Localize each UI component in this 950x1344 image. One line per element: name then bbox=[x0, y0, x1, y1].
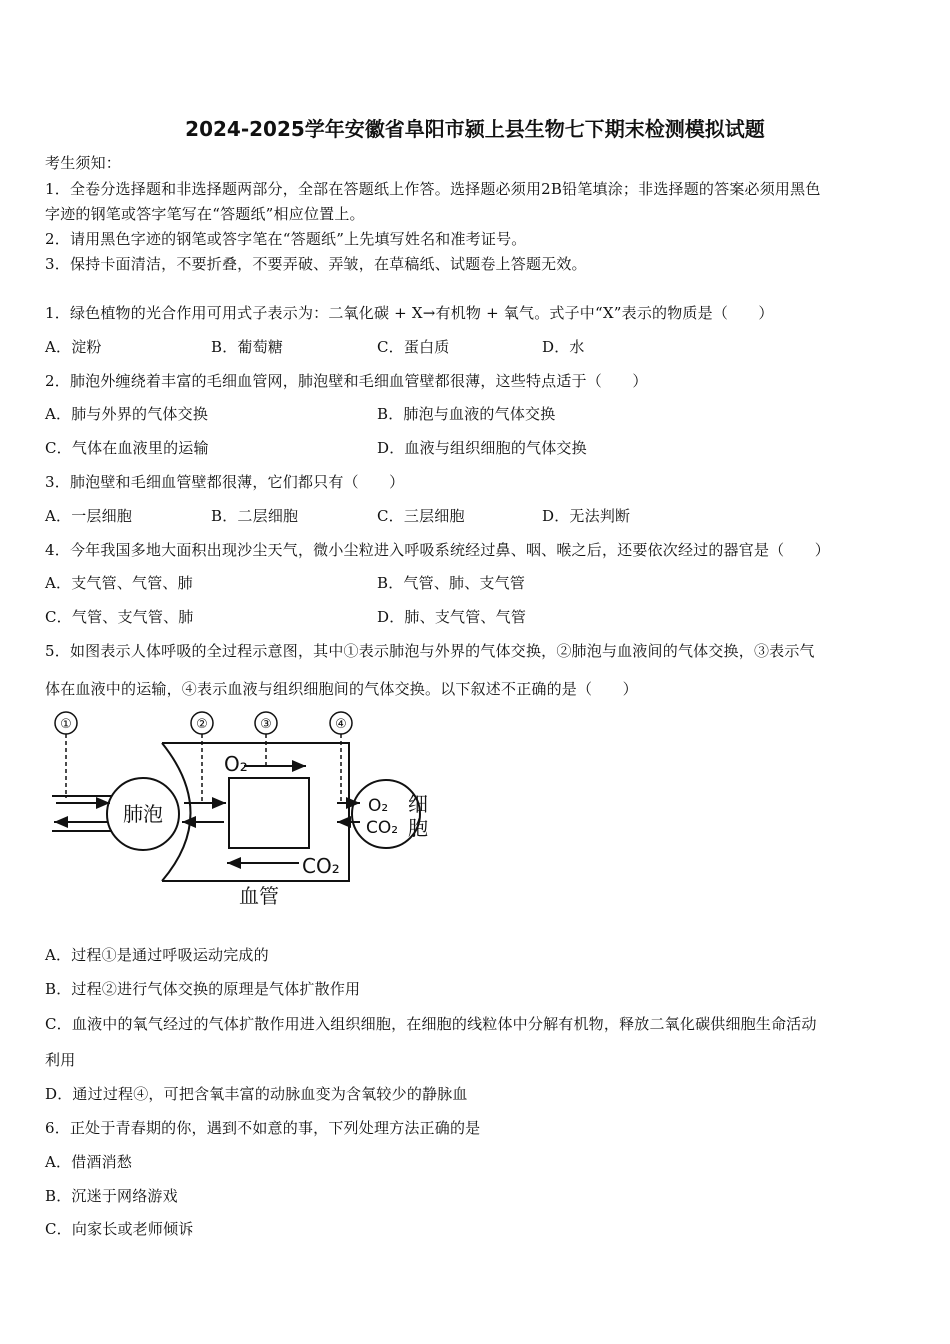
q3-option-d: D．无法判断 bbox=[542, 507, 631, 525]
question-6-stem: 6．正处于青春期的你，遇到不如意的事，下列处理方法正确的是 bbox=[45, 1119, 481, 1137]
q4-option-d: D．肺、支气管、气管 bbox=[377, 608, 527, 626]
alveolus-label: 肺泡 bbox=[123, 802, 163, 826]
question-5-stem: 5．如图表示人体呼吸的全过程示意图，其中①表示肺泡与外界的气体交换，②肺泡与血液间的气体交换，③表示气 bbox=[45, 642, 815, 660]
q1-option-b: B．葡萄糖 bbox=[211, 338, 284, 356]
q1-option-d: D．水 bbox=[542, 338, 585, 356]
step-3-label: ③ bbox=[260, 717, 272, 732]
question-2-stem: 2．肺泡外缠绕着丰富的毛细血管网，肺泡壁和毛细血管壁都很薄，这些特点适于（ ） bbox=[45, 372, 648, 390]
respiration-diagram bbox=[44, 703, 446, 915]
q5-option-c: C．血液中的氧气经过的气体扩散作用进入组织细胞，在细胞的线粒体中分解有机物，释放二氧化碳供细胞生命活动 bbox=[45, 1015, 817, 1033]
vessel-label: 血管 bbox=[239, 884, 279, 908]
q2-option-c: C．气体在血液里的运输 bbox=[45, 439, 209, 457]
o2-label: O₂ bbox=[224, 752, 248, 776]
page-title: 2024-2025学年安徽省阜阳市颍上县生物七下期末检测模拟试题 bbox=[185, 117, 765, 141]
notice-item: 3．保持卡面清洁，不要折叠，不要弄破、弄皱，在草稿纸、试题卷上答题无效。 bbox=[45, 255, 587, 273]
q1-option-a: A．淀粉 bbox=[45, 338, 102, 356]
q1-option-c: C．蛋白质 bbox=[377, 338, 450, 356]
cell-co2-label: CO₂ bbox=[366, 818, 399, 838]
step-2-label: ② bbox=[196, 717, 208, 732]
q4-option-b: B．气管、肺、支气管 bbox=[377, 574, 526, 592]
q3-option-c: C．三层细胞 bbox=[377, 507, 465, 525]
step-4-label: ④ bbox=[335, 717, 347, 732]
notice-item: 字迹的钢笔或答字笔写在“答题纸”相应位置上。 bbox=[45, 205, 365, 223]
q2-option-d: D．血液与组织细胞的气体交换 bbox=[377, 439, 587, 457]
cell-label-2: 胞 bbox=[408, 816, 428, 840]
notice-heading: 考生须知： bbox=[45, 154, 122, 172]
question-3-stem: 3．肺泡壁和毛细血管壁都很薄，它们都只有（ ） bbox=[45, 473, 405, 491]
cell-label-1: 细 bbox=[408, 792, 428, 816]
question-4-stem: 4．今年我国多地大面积出现沙尘天气，微小尘粒进入呼吸系统经过鼻、咽、喉之后，还要依次经过的器官是（ ） bbox=[45, 541, 830, 559]
q4-option-a: A．支气管、气管、肺 bbox=[45, 574, 193, 592]
cell-o2-label: O₂ bbox=[368, 796, 389, 816]
question-1-stem: 1．绿色植物的光合作用可用式子表示为：二氧化碳 + X→有机物 + 氧气。式子中“X”表示的物质是（ ） bbox=[45, 304, 774, 322]
q6-option-b: B．沉迷于网络游戏 bbox=[45, 1187, 178, 1205]
q2-option-a: A．肺与外界的气体交换 bbox=[45, 405, 209, 423]
q6-option-a: A．借酒消愁 bbox=[45, 1153, 133, 1171]
q3-option-b: B．二层细胞 bbox=[211, 507, 299, 525]
question-5-stem-cont: 体在血液中的运输，④表示血液与组织细胞间的气体交换。以下叙述不正确的是（ ） bbox=[45, 680, 638, 698]
q2-option-b: B．肺泡与血液的气体交换 bbox=[377, 405, 556, 423]
q6-option-c: C．向家长或老师倾诉 bbox=[45, 1220, 194, 1238]
co2-label: CO₂ bbox=[302, 854, 340, 878]
q4-option-c: C．气管、支气管、肺 bbox=[45, 608, 194, 626]
q5-option-b: B．过程②进行气体交换的原理是气体扩散作用 bbox=[45, 980, 361, 998]
q5-option-c-cont: 利用 bbox=[45, 1051, 76, 1069]
notice-item: 1．全卷分选择题和非选择题两部分，全部在答题纸上作答。选择题必须用2B铅笔填涂；非选择题的答案必须用黑色 bbox=[45, 180, 821, 198]
step-1-label: ① bbox=[60, 717, 72, 732]
q5-option-a: A．过程①是通过呼吸运动完成的 bbox=[45, 946, 269, 964]
q3-option-a: A．一层细胞 bbox=[45, 507, 133, 525]
notice-item: 2．请用黑色字迹的钢笔或答字笔在“答题纸”上先填写姓名和准考证号。 bbox=[45, 230, 527, 248]
q5-option-d: D．通过过程④，可把含氧丰富的动脉血变为含氧较少的静脉血 bbox=[45, 1085, 468, 1103]
